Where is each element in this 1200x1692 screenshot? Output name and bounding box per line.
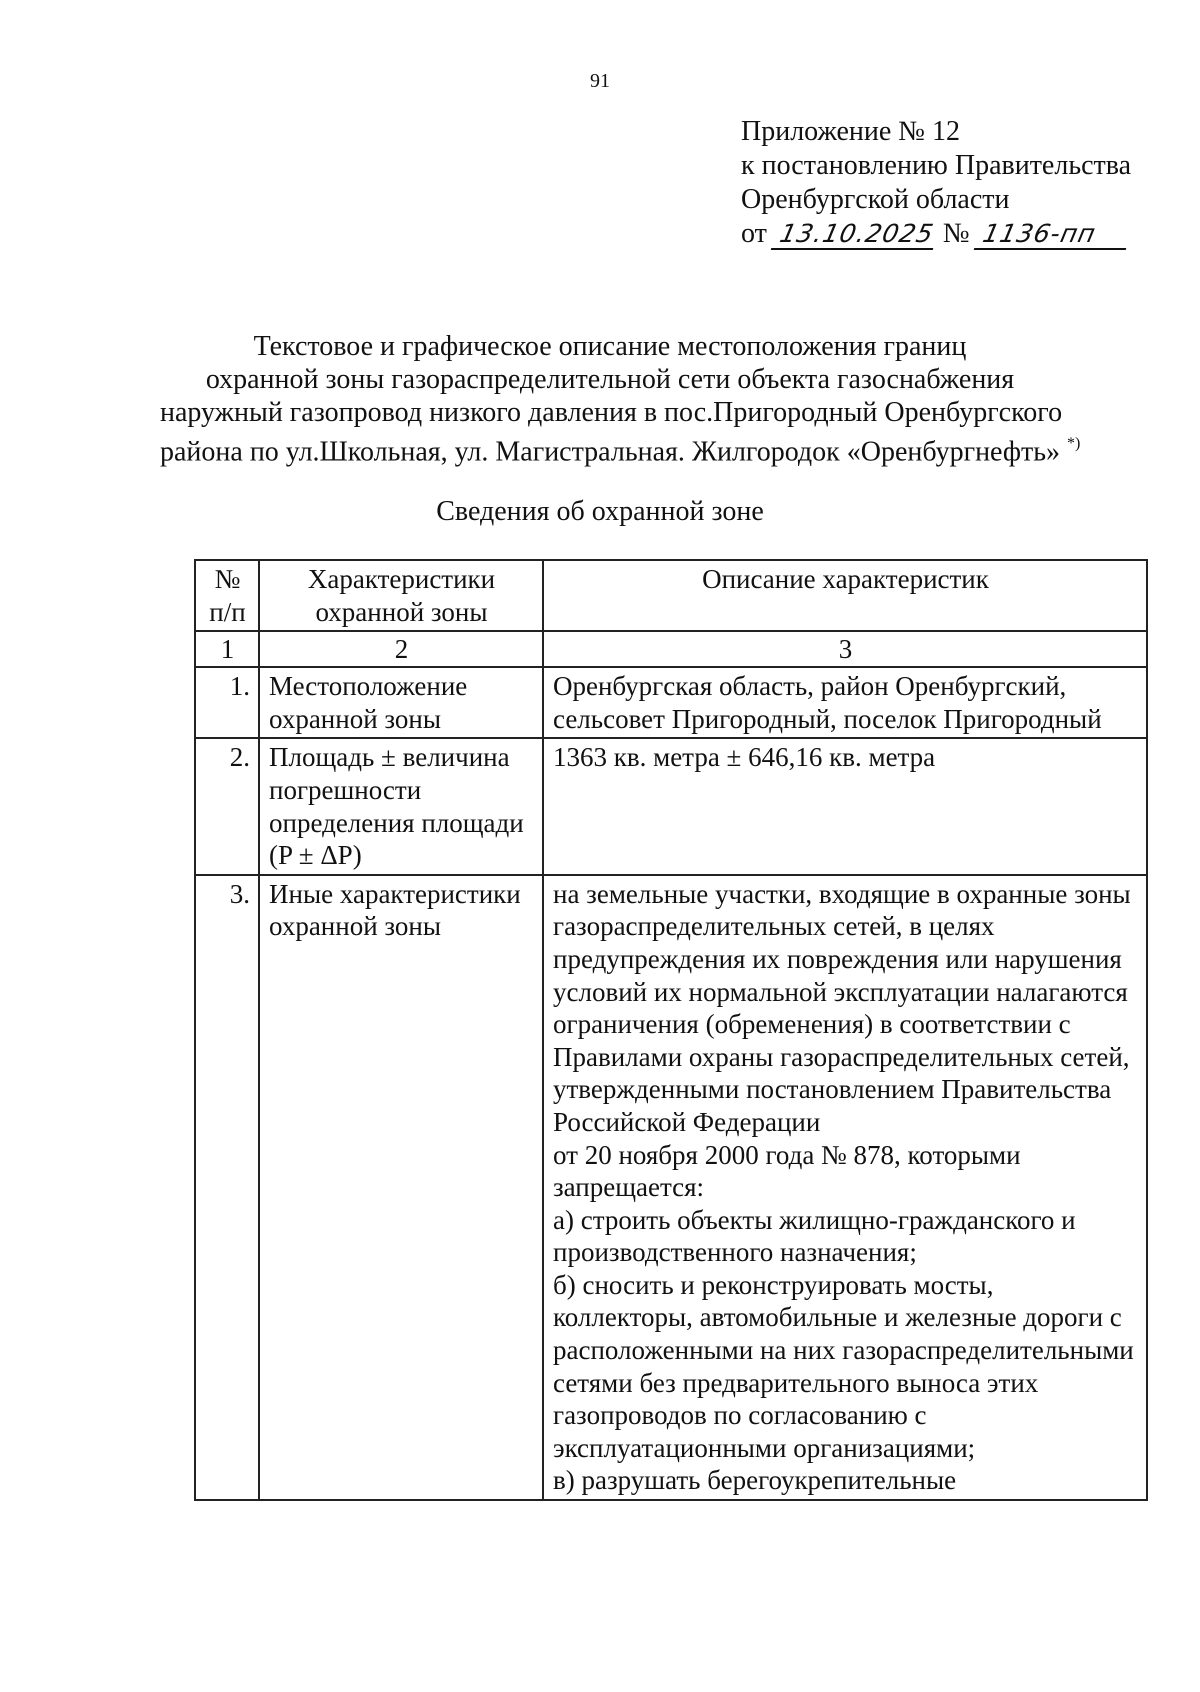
appendix-header bbox=[741, 115, 1131, 251]
document-title bbox=[160, 330, 1081, 468]
title-line-3: наружный газопровод низкого давления в пос.Пригородный Оренбургского bbox=[160, 397, 1063, 428]
title-line-4-text: района по ул.Школьная, ул. Магистральная. Жилгородок «Оренбургнефть» bbox=[160, 436, 1060, 468]
appendix-line-1: Приложение № 12 bbox=[741, 116, 960, 147]
appendix-line-3: Оренбургской области bbox=[741, 184, 1010, 215]
description-intro: на земельные участки, входящие в охранные зоны газораспределительных сетей, в целях предупреждения их повреждения или нарушения условий их нормальной эксплуатации налагаются ограничения (обременения) в соответствии с Правилами охраны газораспределительных сетей, утвержденными постановлением Правительства Российской Федерации bbox=[553, 878, 1131, 1137]
handwritten-number: 1136-пп bbox=[973, 220, 1131, 250]
table-row bbox=[195, 875, 1147, 1500]
row-number: 3. bbox=[195, 875, 259, 1500]
title-line-1: Текстовое и графическое описание местоположения границ bbox=[253, 331, 967, 362]
row-number: 1. bbox=[195, 667, 259, 738]
from-label: от bbox=[741, 218, 767, 249]
row-characteristic: Иные характеристики охранной зоны bbox=[259, 875, 543, 1500]
header-col-characteristic: Характеристики охранной зоны bbox=[259, 560, 543, 631]
zone-info-table bbox=[194, 559, 1148, 1501]
number-label: № bbox=[942, 218, 970, 249]
restriction-item-a: а) строить объекты жилищно-гражданского и производственного назначения; bbox=[553, 1204, 1076, 1268]
table-row bbox=[195, 738, 1147, 874]
handwritten-date: 13.10.2025 bbox=[771, 220, 939, 250]
column-number-3: 3 bbox=[543, 631, 1147, 667]
page-number: 91 bbox=[590, 70, 610, 92]
header-col-description: Описание характеристик bbox=[543, 560, 1147, 631]
title-line-2: охранной зоны газораспределительной сети объекта газоснабжения bbox=[205, 364, 1015, 395]
row-description: 1363 кв. метра ± 646,16 кв. метра bbox=[543, 738, 1147, 874]
row-characteristic: Местоположение охранной зоны bbox=[259, 667, 543, 738]
description-reference: от 20 ноября 2000 года № 878, которыми запрещается: bbox=[553, 1139, 1021, 1203]
column-number-row bbox=[195, 631, 1147, 667]
row-characteristic: Площадь ± величина погрешности определения площади (P ± ΔP) bbox=[259, 738, 543, 874]
header-col-number: № п/п bbox=[195, 560, 259, 631]
title-line-4 bbox=[160, 429, 1081, 468]
table-header-row bbox=[195, 560, 1147, 631]
column-number-2: 2 bbox=[259, 631, 543, 667]
column-number-1: 1 bbox=[195, 631, 259, 667]
section-subtitle: Сведения об охранной зоне bbox=[436, 496, 764, 527]
appendix-line-2: к постановлению Правительства bbox=[741, 150, 1132, 181]
restriction-item-c: в) разрушать берегоукрепительные bbox=[553, 1465, 957, 1496]
row-number: 2. bbox=[195, 738, 259, 874]
restriction-item-b: б) сносить и реконструировать мосты, коллекторы, автомобильные и железные дороги с расположенными на них газораспределительными сетями без предварительного выноса этих газопроводов по согласованию с эксплуатационными организациями; bbox=[553, 1269, 1134, 1463]
table-row bbox=[195, 667, 1147, 738]
footnote-mark: *) bbox=[1066, 435, 1081, 452]
row-description bbox=[543, 875, 1147, 1500]
appendix-line-4 bbox=[741, 217, 1131, 251]
row-description: Оренбургская область, район Оренбургский, сельсовет Пригородный, поселок Пригородный bbox=[543, 667, 1147, 738]
